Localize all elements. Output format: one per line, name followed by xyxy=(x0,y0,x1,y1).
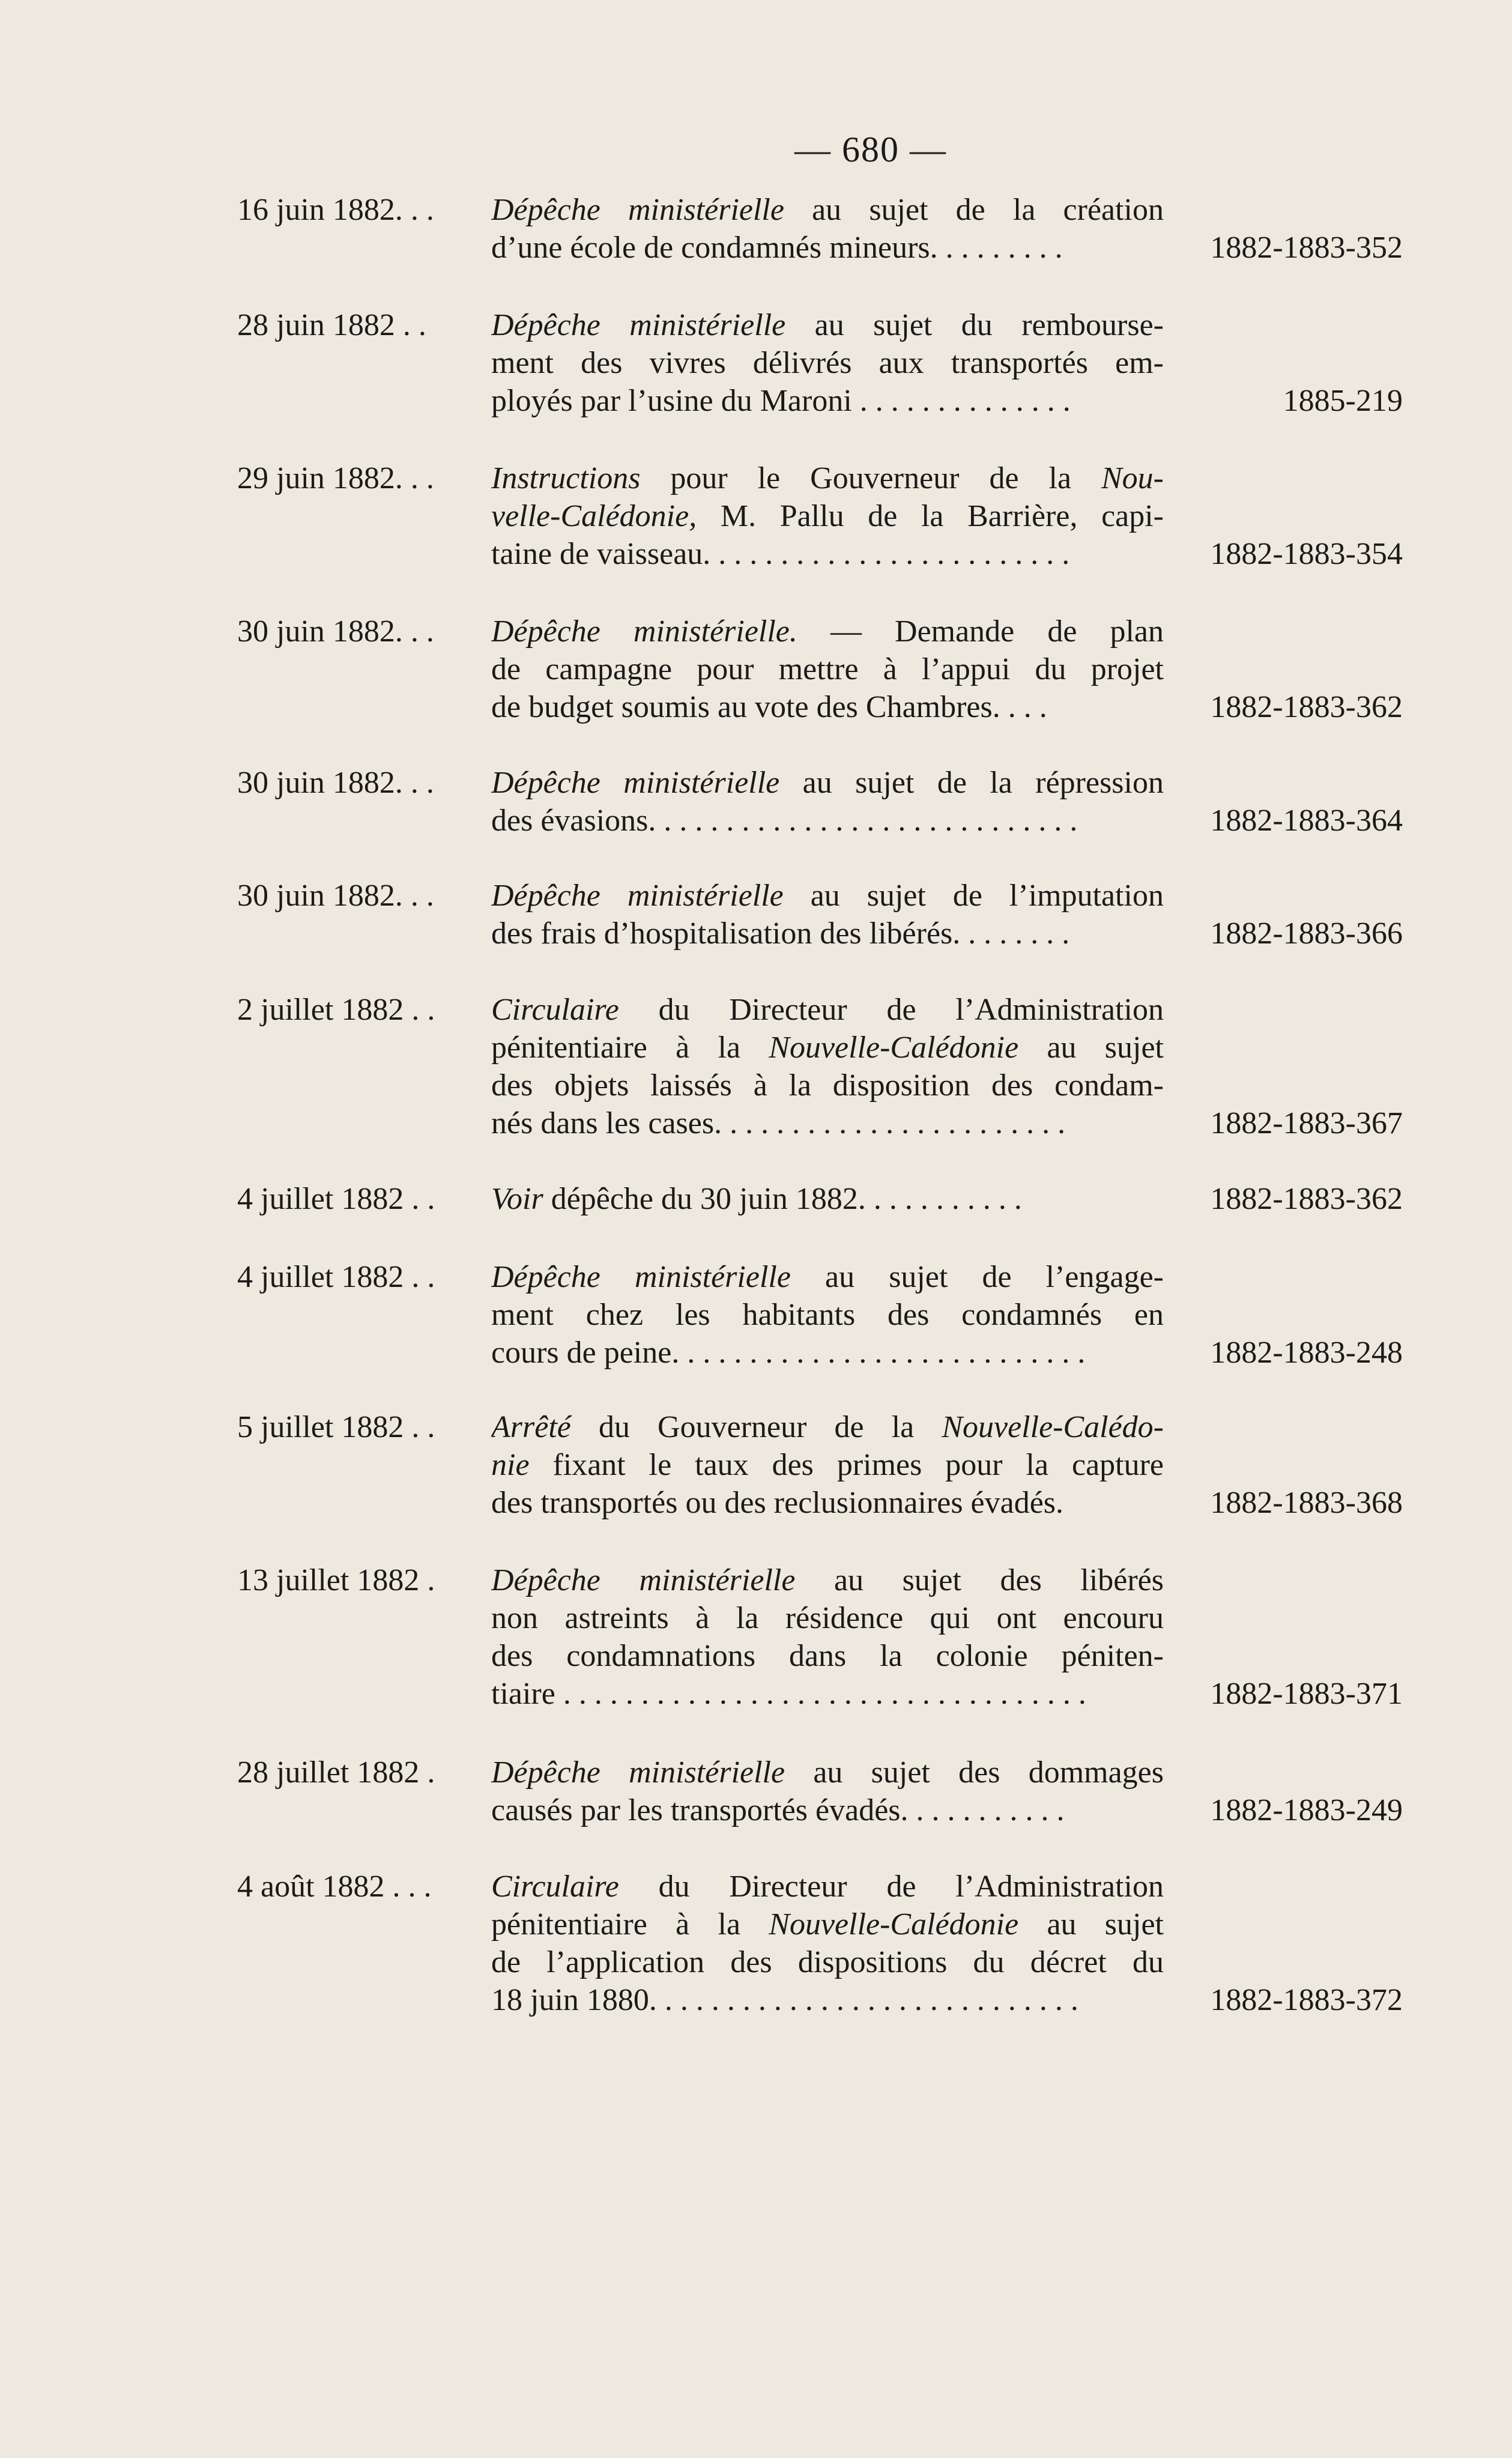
text-segment: au sujet de l’engage- xyxy=(790,1260,1164,1294)
italic-text: Dépêche ministérielle xyxy=(491,1260,791,1294)
text-segment: au sujet des libérés xyxy=(795,1563,1164,1597)
text-segment: de l’application des dispositions du décret du xyxy=(491,1945,1164,1979)
text-segment: du Directeur de l’Administration xyxy=(618,1869,1164,1904)
italic-text: nie xyxy=(491,1448,530,1482)
text-segment: au sujet du rembourse- xyxy=(785,308,1164,342)
text-segment: au sujet de la répression xyxy=(779,766,1164,800)
description-line xyxy=(491,1675,1164,1713)
entry-description xyxy=(491,1754,1164,1829)
text-segment: des évasions. . . . . . . . . . . . . . . . . . . . . . . . . . . . xyxy=(491,804,1078,838)
entry-description xyxy=(491,877,1164,952)
description-line xyxy=(491,459,1164,497)
entry-reference: 1882-1883-368 xyxy=(1210,1486,1403,1520)
italic-text: Dépêche ministérielle xyxy=(491,879,784,913)
entry-date: 28 juillet 1882 . xyxy=(237,1755,435,1790)
entry-description xyxy=(491,1868,1164,2019)
description-line xyxy=(491,877,1164,915)
entry-date: 4 juillet 1882 . . xyxy=(237,1182,435,1216)
entry-description xyxy=(491,1258,1164,1372)
italic-text: Dépêche ministérielle xyxy=(491,766,780,800)
italic-text: Voir xyxy=(491,1182,543,1216)
entry-reference: 1882-1883-371 xyxy=(1210,1677,1403,1711)
description-line xyxy=(491,1637,1164,1675)
description-line xyxy=(491,802,1164,840)
text-segment: — Demande de plan xyxy=(797,614,1164,649)
text-segment: de budget soumis au vote des Chambres. . . . xyxy=(491,690,1047,724)
description-line xyxy=(491,688,1164,726)
text-segment: M. Pallu de la Barrière, capi- xyxy=(697,499,1164,533)
entry-date: 30 juin 1882. . . xyxy=(237,614,434,649)
italic-text: Dépêche ministérielle xyxy=(491,1563,796,1597)
italic-text: Circulaire xyxy=(491,993,619,1027)
entry-description xyxy=(491,306,1164,420)
description-line xyxy=(491,1180,1164,1218)
description-line xyxy=(491,991,1164,1029)
text-segment: des frais d’hospitalisation des libérés. . . . . . . . xyxy=(491,916,1070,951)
description-line xyxy=(491,191,1164,229)
entry-date: 4 juillet 1882 . . xyxy=(237,1260,435,1294)
description-line xyxy=(491,1296,1164,1334)
text-segment: au sujet de l’imputation xyxy=(783,879,1164,913)
text-segment: tiaire . . . . . . . . . . . . . . . . . . . . . . . . . . . . . . . . . . xyxy=(491,1677,1086,1711)
description-line xyxy=(491,497,1164,535)
italic-text: Dépêche ministérielle xyxy=(491,193,784,227)
description-line xyxy=(491,1561,1164,1599)
text-segment: ployés par l’usine du Maroni . . . . . . . . . . . . . . xyxy=(491,384,1071,418)
italic-text: Nouvelle-Calédonie xyxy=(769,1907,1019,1942)
description-line xyxy=(491,1868,1164,1906)
italic-text: Dépêche ministérielle xyxy=(491,308,786,342)
entry-description xyxy=(491,613,1164,726)
text-segment: ment des vivres délivrés aux transportés em- xyxy=(491,346,1164,380)
text-segment: au sujet des dommages xyxy=(785,1755,1164,1790)
text-segment: non astreints à la résidence qui ont encouru xyxy=(491,1601,1164,1635)
text-segment: des transportés ou des reclusionnaires évadés. xyxy=(491,1486,1064,1520)
text-segment: des condamnations dans la colonie péniten- xyxy=(491,1639,1164,1673)
entry-date: 29 juin 1882. . . xyxy=(237,461,434,495)
description-line xyxy=(491,1754,1164,1791)
italic-text: velle-Calédonie, xyxy=(491,499,697,533)
entry-reference: 1882-1883-367 xyxy=(1210,1106,1403,1140)
entry-description xyxy=(491,1408,1164,1522)
entry-reference: 1882-1883-372 xyxy=(1210,1983,1403,2017)
description-line xyxy=(491,1943,1164,1981)
description-line xyxy=(491,535,1164,573)
text-segment: dépêche du 30 juin 1882. . . . . . . . . . . xyxy=(543,1182,1022,1216)
description-line xyxy=(491,1981,1164,2019)
description-line xyxy=(491,1067,1164,1104)
text-segment: d’une école de condamnés mineurs. . . . . . . . . xyxy=(491,231,1063,265)
italic-text: Nouvelle-Calédonie xyxy=(769,1031,1019,1065)
entry-reference: 1882-1883-352 xyxy=(1210,231,1403,265)
text-segment: pénitentiaire à la xyxy=(491,1031,769,1065)
text-segment: du Directeur de l’Administration xyxy=(618,993,1164,1027)
text-segment: du Gouverneur de la xyxy=(570,1410,942,1444)
text-segment: ment chez les habitants des condamnés en xyxy=(491,1298,1164,1332)
entry-description xyxy=(491,764,1164,840)
text-segment: au sujet de la création xyxy=(784,193,1164,227)
description-line xyxy=(491,306,1164,344)
description-line xyxy=(491,1906,1164,1943)
text-segment: cours de peine. . . . . . . . . . . . . . . . . . . . . . . . . . . xyxy=(491,1336,1086,1370)
italic-text: Circulaire xyxy=(491,1869,619,1904)
entry-date: 4 août 1882 . . . xyxy=(237,1869,432,1904)
entry-date: 13 juillet 1882 . xyxy=(237,1563,435,1597)
entry-reference: 1882-1883-362 xyxy=(1210,1182,1403,1216)
description-line xyxy=(491,1484,1164,1522)
description-line xyxy=(491,1408,1164,1446)
text-segment: pénitentiaire à la xyxy=(491,1907,769,1942)
description-line xyxy=(491,650,1164,688)
text-segment: de campagne pour mettre à l’appui du projet xyxy=(491,652,1164,686)
description-line xyxy=(491,1104,1164,1142)
entry-date: 16 juin 1882. . . xyxy=(237,193,434,227)
text-segment: fixant le taux des primes pour la capture xyxy=(529,1448,1164,1482)
italic-text: Instructions xyxy=(491,461,641,495)
entry-date: 2 juillet 1882 . . xyxy=(237,993,435,1027)
description-line xyxy=(491,613,1164,650)
entry-reference: 1882-1883-354 xyxy=(1210,537,1403,571)
description-line xyxy=(491,382,1164,420)
text-segment: 18 juin 1880. . . . . . . . . . . . . . . . . . . . . . . . . . . . xyxy=(491,1983,1078,2017)
entry-date: 28 juin 1882 . . xyxy=(237,308,426,342)
description-line xyxy=(491,915,1164,952)
text-segment: nés dans les cases. . . . . . . . . . . . . . . . . . . . . . . xyxy=(491,1106,1066,1140)
entry-reference: 1882-1883-249 xyxy=(1210,1793,1403,1827)
description-line xyxy=(491,344,1164,382)
page-number: — 680 — xyxy=(794,130,947,169)
description-line xyxy=(491,229,1164,267)
entry-description xyxy=(491,1561,1164,1713)
italic-text: Arrêté xyxy=(491,1410,571,1444)
description-line xyxy=(491,1258,1164,1296)
entry-reference: 1882-1883-248 xyxy=(1210,1336,1403,1370)
text-segment: taine de vaisseau. . . . . . . . . . . . . . . . . . . . . . . . xyxy=(491,537,1070,571)
italic-text: Dépêche ministérielle xyxy=(491,1755,785,1790)
text-segment: causés par les transportés évadés. . . . . . . . . . . xyxy=(491,1793,1065,1827)
text-segment: au sujet xyxy=(1018,1907,1164,1942)
entry-description xyxy=(491,1180,1164,1218)
entry-reference: 1882-1883-366 xyxy=(1210,916,1403,951)
entry-date: 30 juin 1882. . . xyxy=(237,879,434,913)
entry-date: 5 juillet 1882 . . xyxy=(237,1410,435,1444)
description-line xyxy=(491,1791,1164,1829)
entry-date: 30 juin 1882. . . xyxy=(237,766,434,800)
text-segment: au sujet xyxy=(1018,1031,1164,1065)
description-line xyxy=(491,1334,1164,1372)
italic-text: Nou- xyxy=(1101,461,1164,495)
description-line xyxy=(491,1446,1164,1484)
text-segment: pour le Gouverneur de la xyxy=(640,461,1101,495)
entry-description xyxy=(491,991,1164,1142)
italic-text: Dépêche ministérielle. xyxy=(491,614,797,649)
description-line xyxy=(491,764,1164,802)
entry-reference: 1882-1883-364 xyxy=(1210,804,1403,838)
text-segment: des objets laissés à la disposition des condam- xyxy=(491,1068,1164,1103)
italic-text: Nouvelle-Calédo- xyxy=(942,1410,1164,1444)
description-line xyxy=(491,1029,1164,1067)
description-line xyxy=(491,1599,1164,1637)
entry-description xyxy=(491,459,1164,573)
entry-reference: 1882-1883-362 xyxy=(1210,690,1403,724)
entry-reference: 1885-219 xyxy=(1283,384,1403,418)
entry-description xyxy=(491,191,1164,267)
